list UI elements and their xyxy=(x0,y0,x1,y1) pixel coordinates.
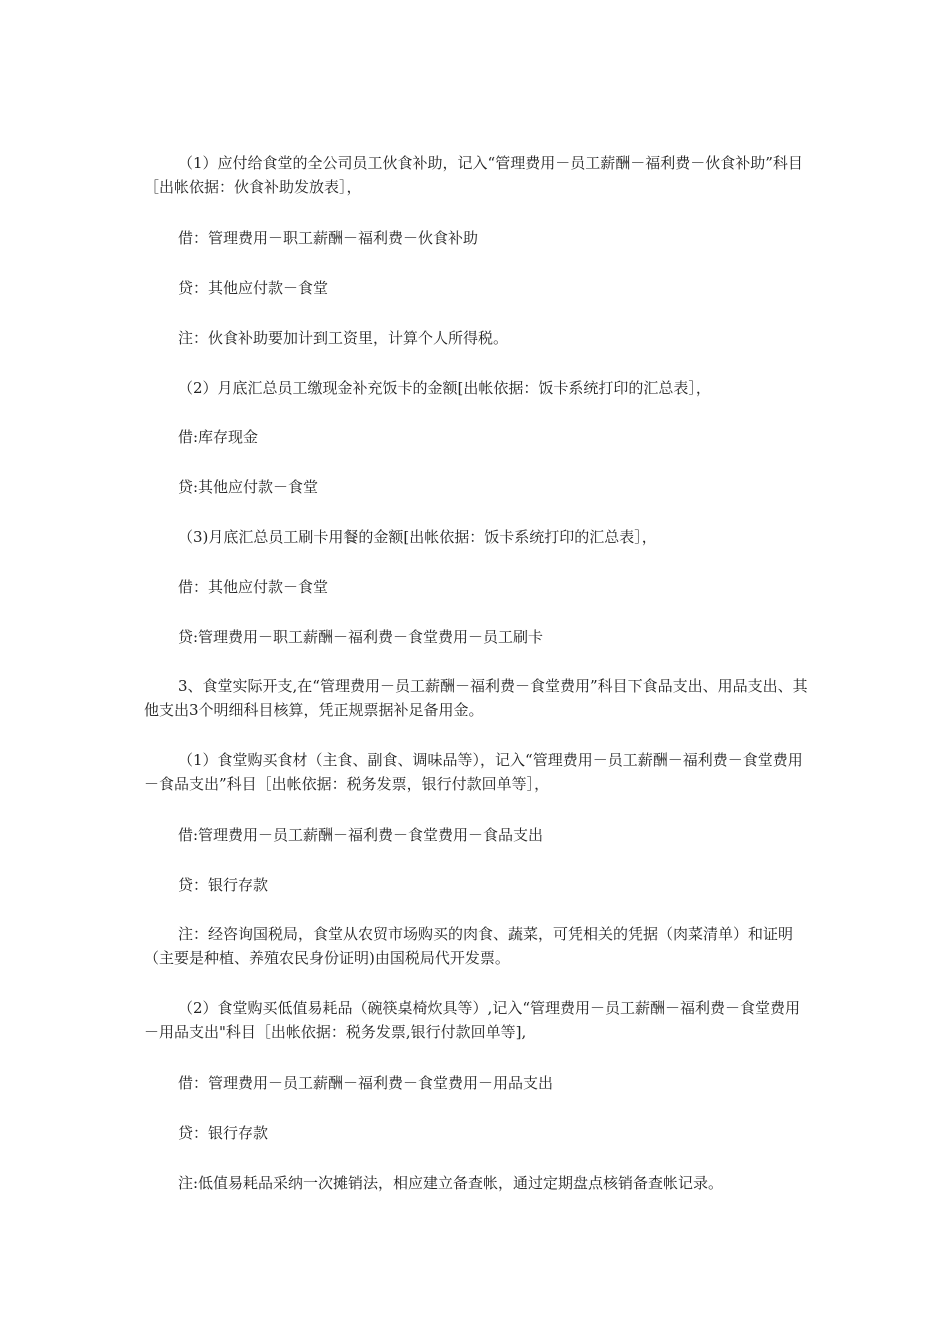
paragraph-16: （2）食堂购买低值易耗品（碗筷桌椅炊具等）,记入“管理费用－员工薪酬－福利费－食堂费用－用品支出"科目［出帐依据：税务发票,银行付款回单等], xyxy=(144,999,800,1041)
paragraph-12: （1）食堂购买食材（主食、副食、调味品等），记入“管理费用－员工薪酬－福利费－食堂费用－食品支出”科目［出帐依据：税务发票，银行付款回单等］， xyxy=(144,751,803,793)
paragraph-5: （2）月底汇总员工缴现金补充饭卡的金额[出帐依据：饭卡系统打印的汇总表］， xyxy=(178,379,711,397)
paragraph-15: 注：经咨询国税局，食堂从农贸市场购买的肉食、蔬菜，可凭相关的凭据（肉菜清单）和证明（主要是种植、养殖农民身份证明)由国税局代开发票。 xyxy=(144,925,794,967)
paragraph-1: （1）应付给食堂的全公司员工伙食补助，记入“管理费用－员工薪酬－福利费－伙食补助”科目［出帐依据：伙食补助发放表］， xyxy=(144,154,803,196)
paragraph-8: （3)月底汇总员工刷卡用餐的金额[出帐依据：饭卡系统打印的汇总表］， xyxy=(178,528,657,546)
paragraph-4: 注：伙食补助要加计到工资里，计算个人所得税。 xyxy=(178,329,509,347)
paragraph-3: 贷：其他应付款－食堂 xyxy=(178,279,329,297)
paragraph-2: 借：管理费用－职工薪酬－福利费－伙食补助 xyxy=(178,229,479,247)
paragraph-9: 借：其他应付款－食堂 xyxy=(178,578,329,596)
paragraph-19: 注:低值易耗品采纳一次摊销法，相应建立备查帐，通过定期盘点核销备查帐记录。 xyxy=(178,1174,724,1192)
paragraph-6: 借:库存现金 xyxy=(178,428,259,446)
paragraph-7: 贷:其他应付款－食堂 xyxy=(178,478,319,496)
paragraph-13: 借:管理费用－员工薪酬－福利费－食堂费用－食品支出 xyxy=(178,826,544,844)
paragraph-14: 贷：银行存款 xyxy=(178,876,269,894)
paragraph-18: 贷：银行存款 xyxy=(178,1124,269,1142)
paragraph-17: 借：管理费用－员工薪酬－福利费－食堂费用－用品支出 xyxy=(178,1074,554,1092)
paragraph-11: 3、食堂实际开支,在“管理费用－员工薪酬－福利费－食堂费用”科目下食品支出、用品支出、其他支出3个明细科目核算，凭正规票据补足备用金。 xyxy=(144,677,808,719)
paragraph-10: 贷:管理费用－职工薪酬－福利费－食堂费用－员工刷卡 xyxy=(178,628,544,646)
